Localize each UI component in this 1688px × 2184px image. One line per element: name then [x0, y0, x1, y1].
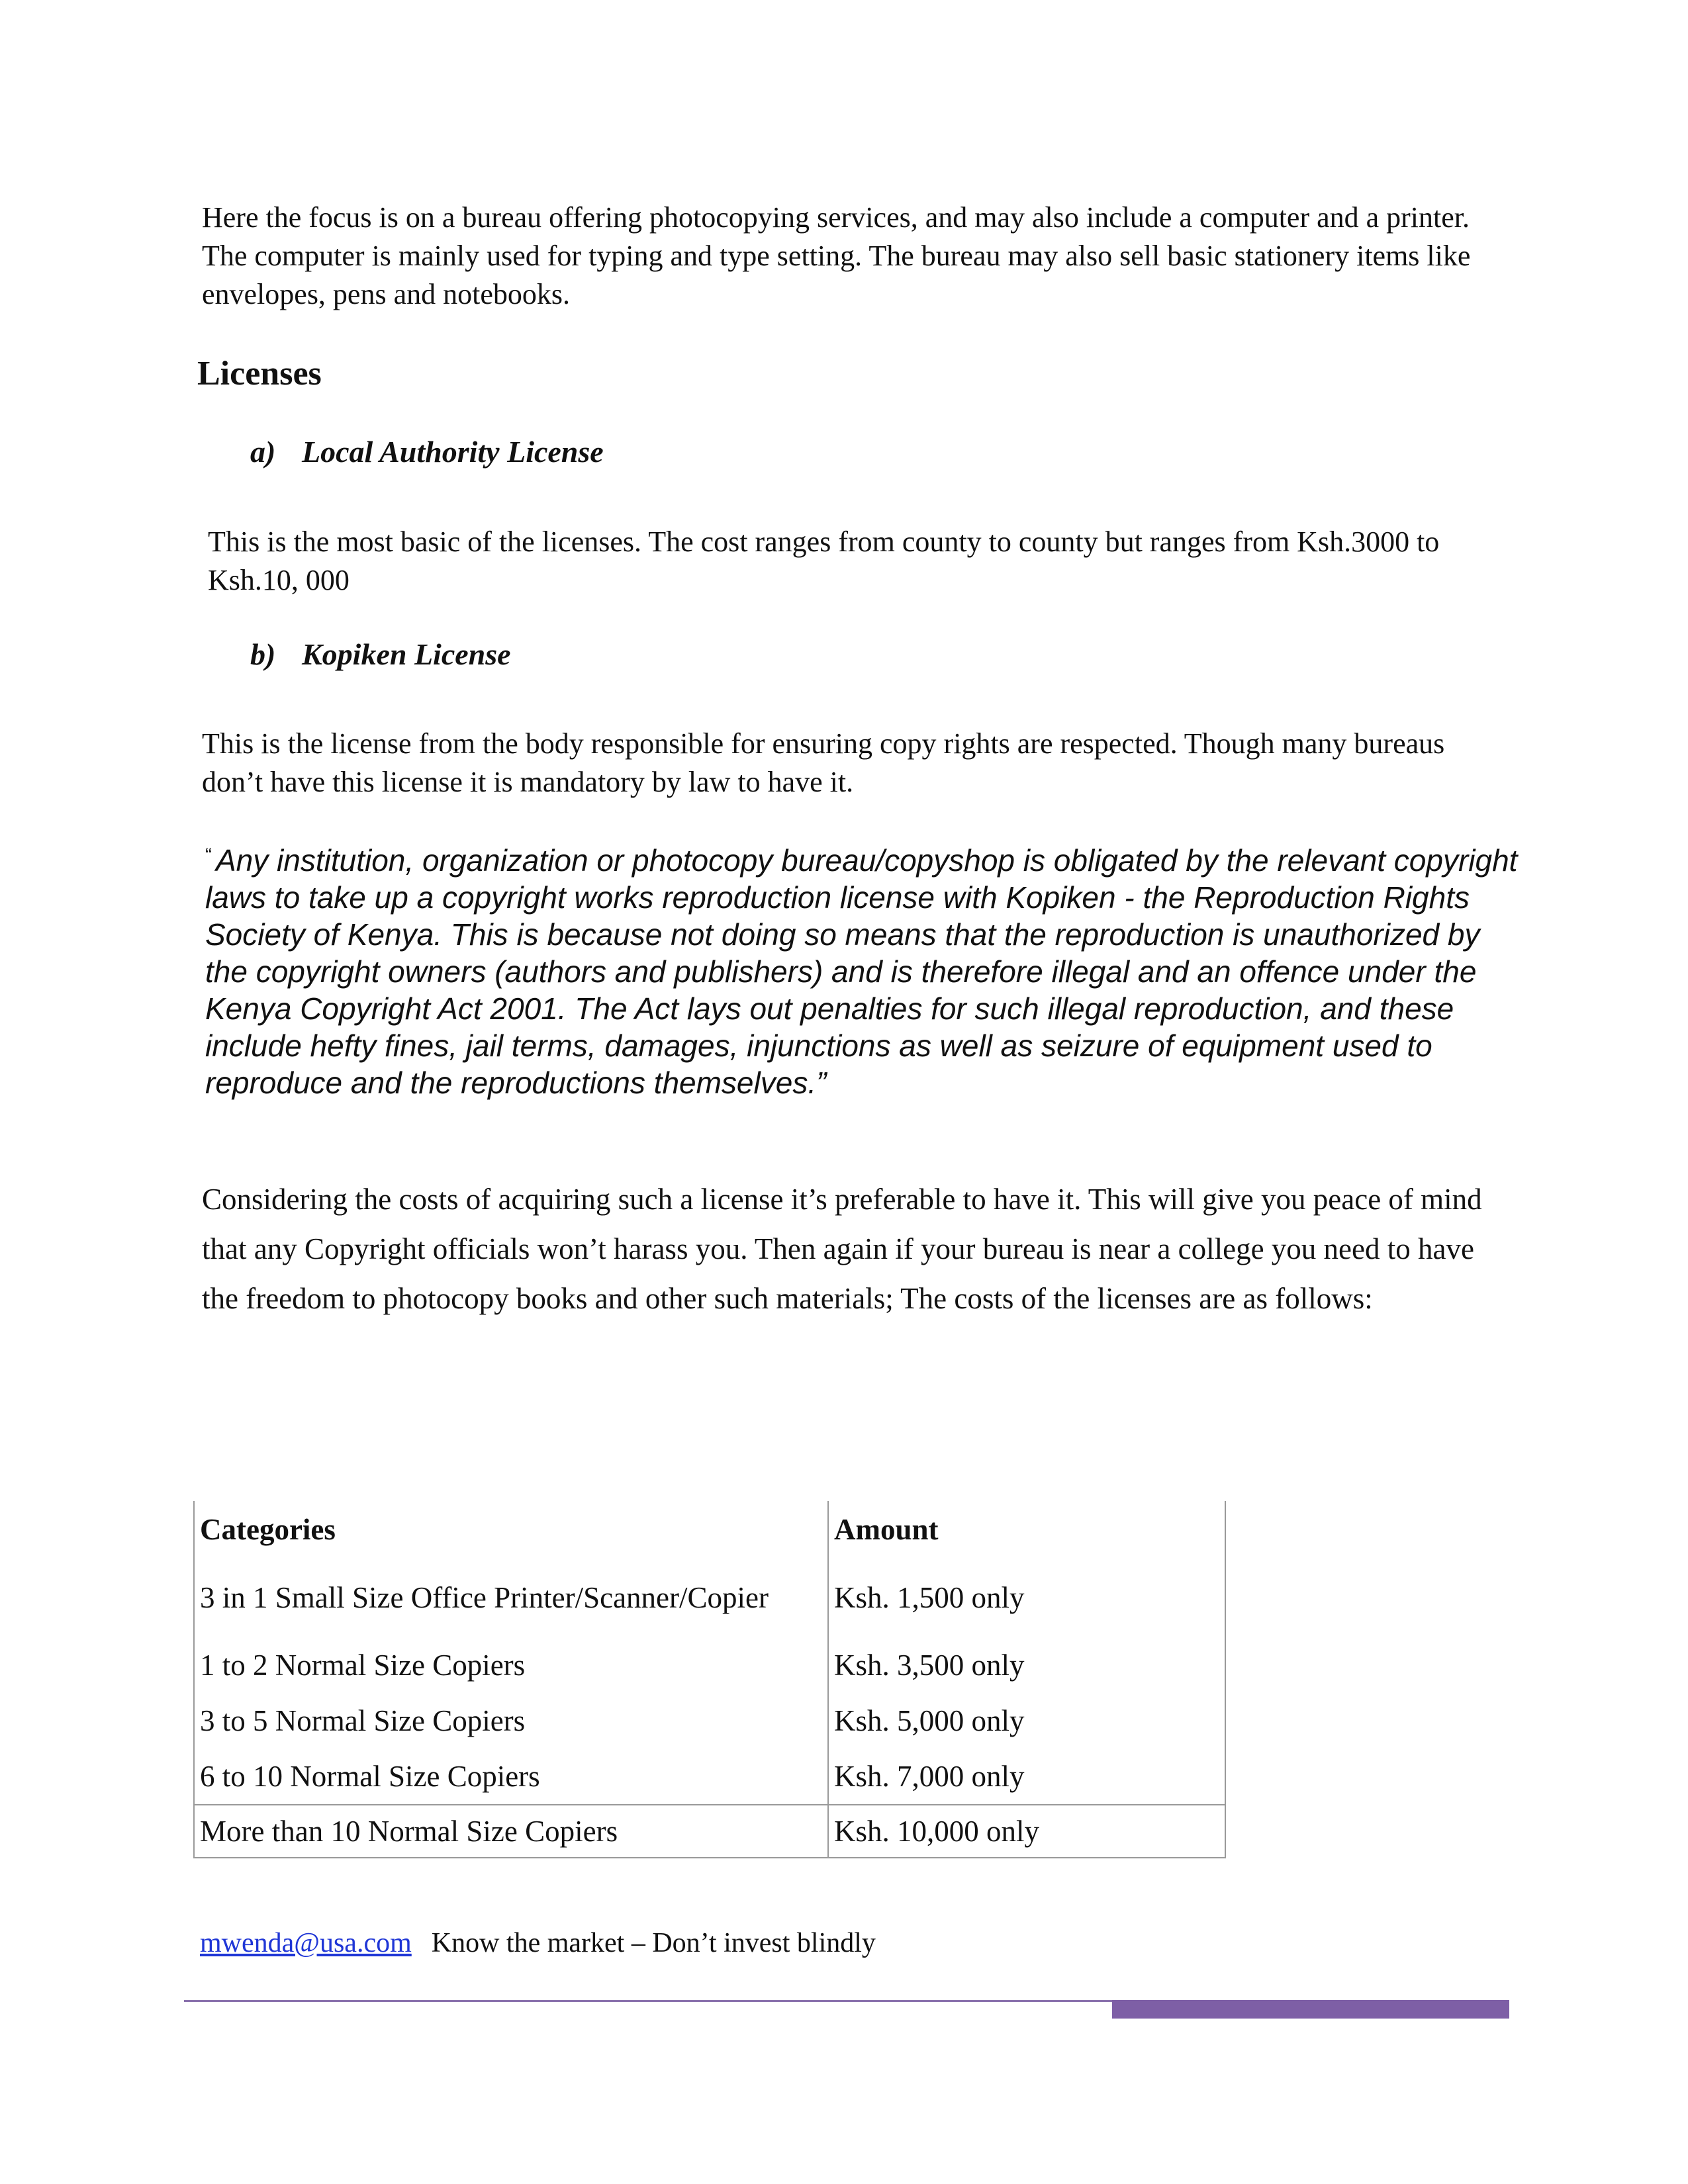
kopiken-quote [197, 837, 1529, 1101]
table-row [194, 1805, 1225, 1858]
kopiken-license-text: This is the license from the body responsible for ensuring copy rights are respected. Though many bureaus don’t have this license it is mandatory by law to have it. [202, 727, 1445, 798]
footer-tagline: Know the market – Don’t invest blindly [431, 1928, 876, 1958]
page-footer [200, 1927, 876, 1959]
local-authority-license-heading [250, 434, 604, 469]
category-cell: 1 to 2 Normal Size Copiers [200, 1649, 526, 1682]
amount-cell: Ksh. 10,000 only [828, 1805, 1225, 1858]
category-cell: 6 to 10 Normal Size Copiers [200, 1760, 540, 1793]
list-marker-a: a) [250, 435, 276, 469]
table-row [194, 1558, 1225, 1637]
footer-accent-bar [1112, 2000, 1509, 2019]
amount-cell: Ksh. 3,500 only [828, 1637, 1225, 1693]
intro-paragraph: Here the focus is on a bureau offering photocopying services, and may also include a computer and a printer. The computer is mainly used for typing and type setting. The bureau may also sell basic stationery items like envelopes, pens and notebooks. [202, 201, 1471, 310]
footer-email-link[interactable]: mwenda@usa.com [200, 1928, 412, 1958]
list-marker-b: b) [250, 637, 276, 671]
amount-cell: Ksh. 7,000 only [828, 1749, 1225, 1805]
amount-cell: Ksh. 1,500 only [828, 1558, 1225, 1637]
category-cell: 3 to 5 Normal Size Copiers [200, 1704, 526, 1737]
kopiken-license-title: Kopiken License [302, 637, 511, 671]
category-cell: More than 10 Normal Size Copiers [194, 1805, 828, 1858]
table-row [194, 1749, 1225, 1805]
amount-cell: Ksh. 5,000 only [828, 1693, 1225, 1749]
table-row [194, 1637, 1225, 1693]
local-authority-license-title: Local Authority License [302, 435, 604, 469]
open-quote-mark: “ [205, 844, 212, 866]
header-amount: Amount [828, 1501, 1225, 1558]
category-cell: 3 in 1 Small Size Office Printer/Scanner/Copier [200, 1581, 769, 1614]
table-header-row [194, 1501, 1225, 1558]
kopiken-license-heading [250, 637, 511, 672]
local-authority-license-text: This is the most basic of the licenses. The cost ranges from county to county but ranges from Ksh.3000 to Ksh.10, 000 [208, 525, 1440, 596]
quote-text: Any institution, organization or photocopy bureau/copyshop is obligated by the relevant copyright laws to take up a copyright works reproduction license with Kopiken - the Reproduction Rights Society of Kenya. This is because not doing so means that the reproduction is unauthorized by the copyright owners (authors and publishers) and is therefore illegal and an offence under the Kenya Copyright Act 2001. The Act lays out penalties for such illegal reproduction, and these include hefty fines, jail terms, damages, injunctions as well as seizure of equipment used to reproduce and the reproductions themselves.” [205, 843, 1518, 1100]
license-cost-table [193, 1501, 1226, 1858]
header-categories: Categories [200, 1513, 336, 1546]
license-cost-paragraph: Considering the costs of acquiring such a license it’s preferable to have it. This will give you peace of mind that any Copyright officials won’t harass you. Then again if your bureau is near a college you need to have the freedom to photocopy books and other such materials; The costs of the licenses are as follows: [202, 1183, 1482, 1315]
table-row [194, 1693, 1225, 1749]
licenses-heading: Licenses [197, 355, 322, 392]
